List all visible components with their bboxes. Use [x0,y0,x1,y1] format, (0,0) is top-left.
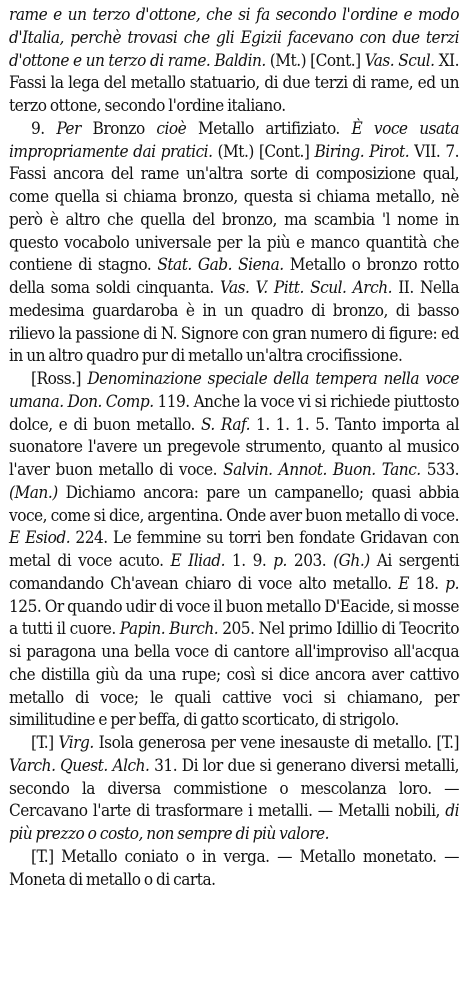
text-run: 125. Or quando udir di voce il buon metallo D'Eacide, si mosse a tutti il cuore. [9,596,459,640]
text-run: E Iliad. [170,551,225,571]
text-run: 18. [408,573,446,594]
text-run: [Ross.] [31,369,88,389]
text-run: VII. 7. Fassi ancora del rame un'altra sorte di composizione qual, come quella si chiama bronzo, questa si chiama metallo, nè però è altro che quella del bronzo, ma scambia 'l nome in questo vocabolo universale per la più e manco quantità che contiene di stagno. [9,141,459,276]
text-run: [T.] [31,733,59,753]
text-run: p. [273,551,287,571]
text-run: (Man.) [9,482,58,503]
text-run: 31. Di lor due si generano diversi metalli, secondo la diversa commistione o mescolanza loro. — Cercavano l'arte di trasformare i metalli. — Metalli nobili, [9,755,459,822]
paragraph-4 [9,732,459,846]
text-run: Salvin. Annot. Buon. Tanc. [223,460,421,480]
text-run: Ai sergenti comandando Ch'avean chiaro di voce alto metallo. [9,551,459,594]
text-run: XI. Fassi la lega del metallo statuario, di due terzi di rame, ed un terzo ottone, secondo l'ordine italiano. [9,50,459,116]
text-run: Varch. Quest. Alch. [9,755,150,776]
text-run: Virg. [58,733,94,753]
text-run: Denominazione speciale della tempera nella voce umana. Don. Comp. [9,369,459,412]
text-run: 1. 9. [224,551,274,571]
text-run: di più prezzo o costo, non sempre di più valore. [9,801,459,844]
paragraph-3 [9,368,459,732]
text-run: E Esiod. [9,528,71,549]
text-run: Bronzo [80,118,157,139]
text-run: (Mt.) [Cont.] [265,50,365,71]
text-run: II. Nella medesima guardaroba è in un quadro di bronzo, di basso rilievo la passione di N. Signore con gran numero di figure: ed in un altro quadro pur di metallo un'altra crocifissione. [9,278,459,367]
text-run: 205. Nel primo Idillio di Teocrito si paragona una bella voce di cantore all'improviso all'acqua che distilla giù da una rupe; così si dice ancora aver cattivo metallo di voce; le quali cattive voci si chiamano, per similitudine e per beffa, di gatto scorticato, di strigolo. [9,619,459,731]
text-run: S. Raf. [200,414,250,435]
paragraph-1 [9,4,459,118]
text-run: (Gh.) [333,551,370,571]
text-run: Stat. Gab. Siena. [157,255,284,276]
text-run: (Mt.) [Cont.] [212,141,315,162]
text-run: Papin. Burch. [119,619,219,640]
text-run: Dichiamo ancora: pare un campanello; quasi abbia voce, come si dice, argentina. Onde aver buon metallo di voce. [9,482,459,526]
text-run: cioè [156,118,187,139]
paragraph-2 [9,118,459,368]
text-run: Metallo o bronzo rotto della soma soldi cinquanta. [9,255,459,298]
text-run: rame e un terzo d'ottone, che si fa secondo l'ordine e modo d'Italia, perchè trovasi che gli Egizii facevano con due terzi d'ottone e un terzo di rame. Baldin. [9,5,459,71]
text-run: Metallo artifiziato. [186,118,352,139]
sense-number: 9. [31,118,45,139]
text-run: p. [445,573,460,594]
text-run: Per [44,118,81,139]
text-run: 1. 1. 1. 5. Tanto importa al suonatore l'avere un pregevole strumento, quanto al musico l'aver buon metallo di voce. [9,414,459,480]
text-run: Vas. V. Pitt. Scul. Arch. [219,278,392,298]
text-run: 533. [420,460,459,480]
text-run: Isola generosa per vene inesauste di metallo. [T.] [93,733,460,753]
text-run: 224. Le femmine su torri ben fondate Gridavan con metal di voce acuto. [9,528,459,571]
paragraph-5 [9,846,459,892]
text-run: È voce usata impropriamente dai pratici. [9,118,459,162]
text-run: E [398,573,409,594]
text-run: 119. Anche la voce vi si richiede piuttosto dolce, e di buon metallo. [9,391,459,435]
text-run: 203. [286,551,334,571]
text-run: Biring. Pirot. [314,141,410,162]
text-run: [T.] Metallo coniato o in verga. — Metallo monetato. — Moneta di metallo o di carta. [9,846,459,890]
text-run: Vas. Scul. [364,50,435,71]
